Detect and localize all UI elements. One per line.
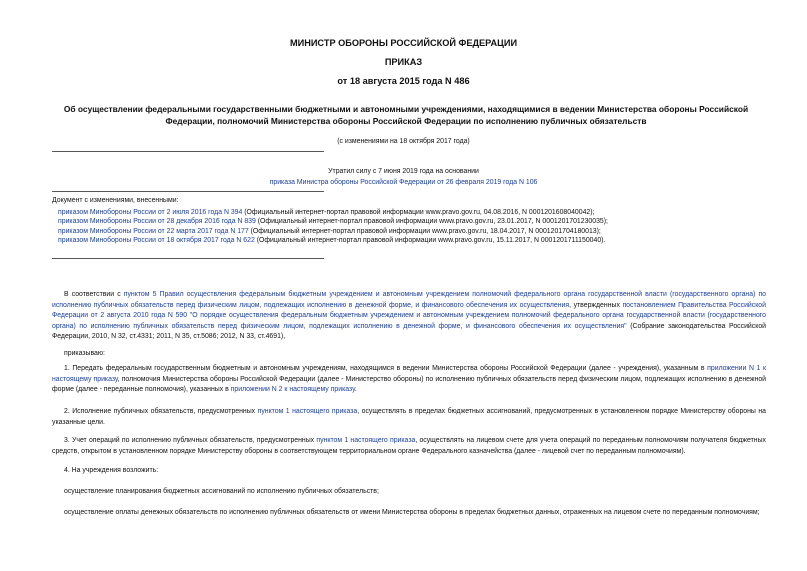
appendix-2-link[interactable]: приложении N 2 к настоящему приказу (230, 386, 355, 394)
item-text: , осуществлять в пределах бюджетных ассигнований, предусмотренных в установленном порядке Министерству обороны на указанные цели. (52, 408, 766, 426)
preamble-paragraph (52, 290, 766, 343)
item-text: , полномочия Министерства обороны Российской Федерации (далее - Министерство обороны) по исполнению публичных обязательств перед физическим лицом, подлежащих исполнению в денежной форме (далее - переданные полномочия), указанных в (52, 375, 766, 394)
order-word-text: приказываю: (64, 350, 105, 357)
item-text: . (354, 386, 357, 394)
amendments-block (52, 196, 766, 246)
preamble-text: (Собрание законодательства Российской Федерации, 2010, N 32, ст.4331; 2011, N 35, ст.5086; 2012, N 33, ст.4691), (52, 322, 766, 341)
resolution-link[interactable]: постановлением Правительства Российской Федерации от 2 августа 2010 года N 590 "О порядке осуществления федеральным бюджетным учреждением и автономным учреждением полномочий федерального органа государственной власти (государственного органа) по исполнению публичных обязательств перед физическим лицом, подлежащих исполнению в денежной форме, и финансового обеспечения их осуществления" (52, 301, 766, 330)
order-word (52, 349, 766, 360)
preamble-text: В соответствии с (64, 291, 124, 298)
authority-heading: МИНИСТР ОБОРОНЫ РОССИЙСКОЙ ФЕДЕРАЦИИ (289, 38, 518, 48)
item-1 (52, 364, 766, 396)
amendment-source: (Официальный интернет-портал правовой информации www.pravo.gov.ru, 23.01.2017, N 0001201701230035); (255, 218, 608, 226)
amendment-item (52, 208, 766, 218)
item-4-sub-2 (52, 508, 766, 519)
doc-date-heading: от 18 августа 2015 года N 486 (337, 76, 470, 86)
item-1-link[interactable]: пунктом 1 настоящего приказа (257, 408, 358, 415)
lapsed-text: Утратил силу с 7 июня 2019 года на основании (328, 168, 479, 175)
amendment-link[interactable]: приказом Минобороны России от 28 декабря 2016 года N 839 (58, 218, 256, 226)
separator-middle (52, 191, 324, 192)
appendix-1-link[interactable]: приложении N 1 к настоящему приказу (52, 365, 767, 383)
rules-link[interactable]: пунктом 5 Правил осуществления федеральным бюджетным учреждением и автономным учреждением полномочий федерального органа государственной власти (государственного органа) по исполнению публичных обязательств перед физическим лицом, подлежащих исполнению в денежной форме, и финансового обеспечения их осуществления (52, 291, 767, 309)
amendment-source: (Официальный интернет-портал правовой информации www.pravo.gov.ru, 04.08.2016, N 0001201608040042); (242, 208, 595, 216)
amendment-link[interactable]: приказом Минобороны России от 18 октября 2017 года N 622 (58, 237, 255, 245)
item-1-link[interactable]: пунктом 1 настоящего приказа (316, 437, 416, 444)
item-3 (52, 436, 766, 457)
item-text: 4. На учреждения возложить: (64, 467, 159, 474)
document-subject: Об осуществлении федеральными государственными бюджетными и автономными учреждениями, находящимися в ведении Министерства обороны Российской Федерации, полномочий Министерства обороны Российской Федерации по исполнению публичных обязательств (63, 104, 749, 126)
amendment-link[interactable]: приказом Минобороны России от 2 июля 2016 года N 394 (58, 208, 243, 216)
amendment-item (52, 217, 766, 227)
amendment-item (52, 227, 766, 237)
separator-bottom (52, 258, 324, 259)
amendment-source: (Официальный интернет-портал правовой информации www.pravo.gov.ru, 18.04.2017, N 0001201704180013); (248, 227, 601, 235)
item-text: 2. Исполнение публичных обязательств, предусмотренных (64, 408, 258, 415)
separator-top (52, 151, 324, 152)
item-text: , осуществлять на лицевом счете для учета операций по переданным полномочиям получателя бюджетных средств, открытом в установленном порядке Министерству обороны в соответствующем территориальном органе Федерального казначейства (далее - лицевой счет по переданным полномочиям). (52, 437, 766, 455)
doc-type-heading: ПРИКАЗ (384, 57, 423, 67)
preamble-text: , утвержденных (569, 301, 623, 309)
item-text: 3. Учет операций по исполнению публичных обязательств, предусмотренных (64, 437, 317, 444)
item-text: осуществление оплаты денежных обязательств по исполнению публичных обязательств от имени Министерства обороны в пределах бюджетных данных, отраженных на лицевом счете по переданным полномочиям; (64, 509, 760, 516)
item-text: 1. Передать федеральным государственным бюджетным и автономным учреждениям, находящимся в ведении Министерства обороны Российской Федерации (далее - учреждения), указанным в (64, 365, 708, 372)
amendments-intro: Документ с изменениями, внесенными: (52, 197, 179, 204)
item-4 (52, 466, 766, 477)
item-text: осуществление планирования бюджетных ассигнований по исполнению публичных обязательств; (64, 488, 379, 495)
lapsed-order-link[interactable]: приказа Министра обороны Российской Федерации от 26 февраля 2019 года N 106 (269, 179, 538, 186)
item-2 (52, 407, 766, 428)
amendment-link[interactable]: приказом Минобороны России от 22 марта 2017 года N 177 (58, 227, 249, 235)
amendment-source: (Официальный интернет-портал правовой информации www.pravo.gov.ru, 15.11.2017, N 0001201711150040). (254, 237, 606, 245)
edition-note: (с изменениями на 18 октября 2017 года) (337, 138, 470, 145)
amendment-item (52, 236, 766, 246)
item-4-sub-1 (52, 487, 766, 498)
